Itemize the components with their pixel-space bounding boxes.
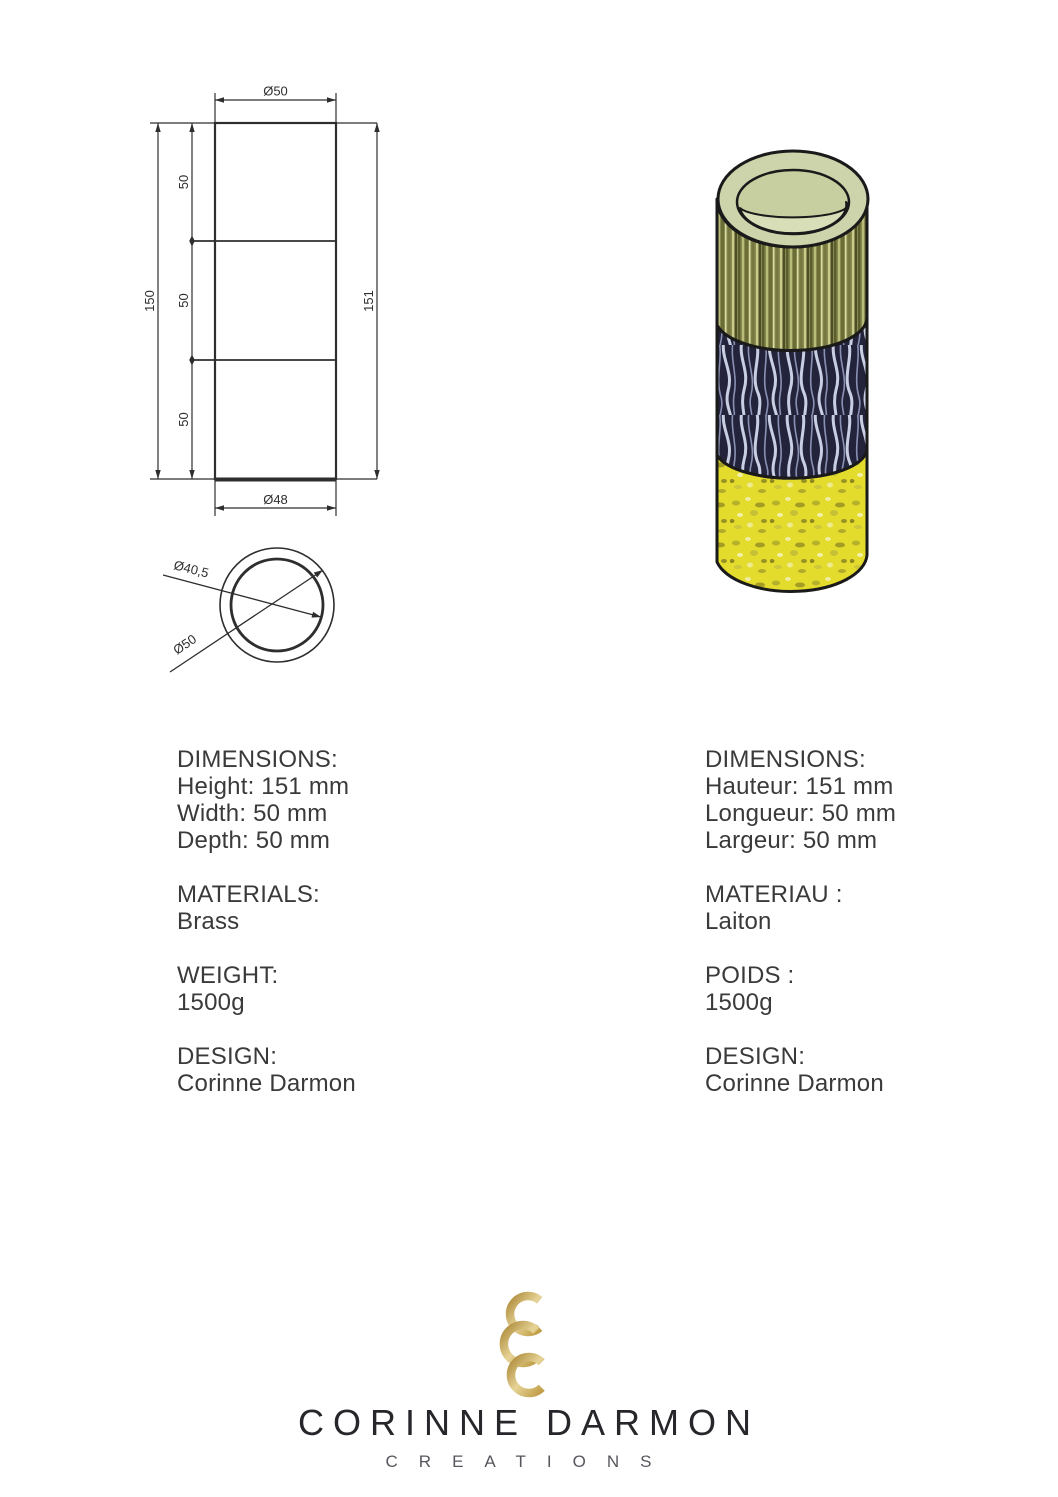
- brand-name: CORINNE DARMON: [297, 1402, 760, 1443]
- spec-heading: DESIGN:: [705, 1043, 806, 1070]
- body-outline: [215, 123, 336, 479]
- spec-line: Laiton: [705, 908, 772, 935]
- specs-english: [177, 746, 356, 1124]
- arrowhead: [314, 570, 323, 578]
- spec-heading: POIDS :: [705, 962, 795, 989]
- segment-label: 50: [176, 293, 191, 308]
- spec-line: 1500g: [705, 989, 773, 1016]
- segment-label: 50: [176, 174, 191, 190]
- spec-group-dimensions: [705, 746, 896, 854]
- spec-group-materiau: [705, 881, 896, 935]
- specs-french: [705, 746, 896, 1124]
- front-view-drawing: [140, 80, 400, 530]
- arrowhead: [312, 612, 322, 618]
- overall-height-label: 150: [142, 290, 157, 312]
- spec-group-weight: [177, 962, 356, 1016]
- spec-line: Longueur: 50 mm: [705, 800, 897, 827]
- spec-line: Depth: 50 mm: [177, 827, 331, 854]
- brand-subtitle: CREATIONS: [385, 1452, 673, 1471]
- spec-heading: DIMENSIONS:: [177, 746, 338, 773]
- top-view-drawing: [155, 520, 355, 685]
- spec-line: Largeur: 50 mm: [705, 827, 878, 854]
- spec-line: Width: 50 mm: [177, 800, 328, 827]
- spec-heading: DIMENSIONS:: [705, 746, 866, 773]
- inner-diameter-leader: [163, 575, 321, 617]
- spec-line: Brass: [177, 908, 240, 935]
- total-height-label: 151: [361, 290, 376, 312]
- spec-heading: WEIGHT:: [177, 962, 279, 989]
- top-diameter-label: Ø50: [263, 83, 288, 99]
- spec-line: 1500g: [177, 989, 245, 1016]
- spec-line: Corinne Darmon: [705, 1070, 884, 1097]
- product-render: [690, 135, 890, 610]
- brand-monogram-icon: [492, 1286, 564, 1398]
- spec-heading: DESIGN:: [177, 1043, 278, 1070]
- bottom-diameter-label: Ø48: [263, 492, 288, 507]
- inner-diameter-label: Ø40,5: [172, 557, 211, 581]
- spec-group-design: [177, 1043, 356, 1097]
- spec-heading: MATERIAU :: [705, 881, 843, 908]
- spec-group-poids: [705, 962, 896, 1016]
- spec-group-design: [705, 1043, 896, 1097]
- spec-heading: MATERIALS:: [177, 881, 320, 908]
- spec-group-dimensions: [177, 746, 356, 854]
- segment-label: 50: [176, 412, 191, 427]
- spec-group-materials: [177, 881, 356, 935]
- spec-line: Height: 151 mm: [177, 773, 350, 800]
- outer-diameter-label: Ø50: [170, 631, 200, 658]
- spec-line: Hauteur: 151 mm: [705, 773, 894, 800]
- spec-line: Corinne Darmon: [177, 1070, 356, 1097]
